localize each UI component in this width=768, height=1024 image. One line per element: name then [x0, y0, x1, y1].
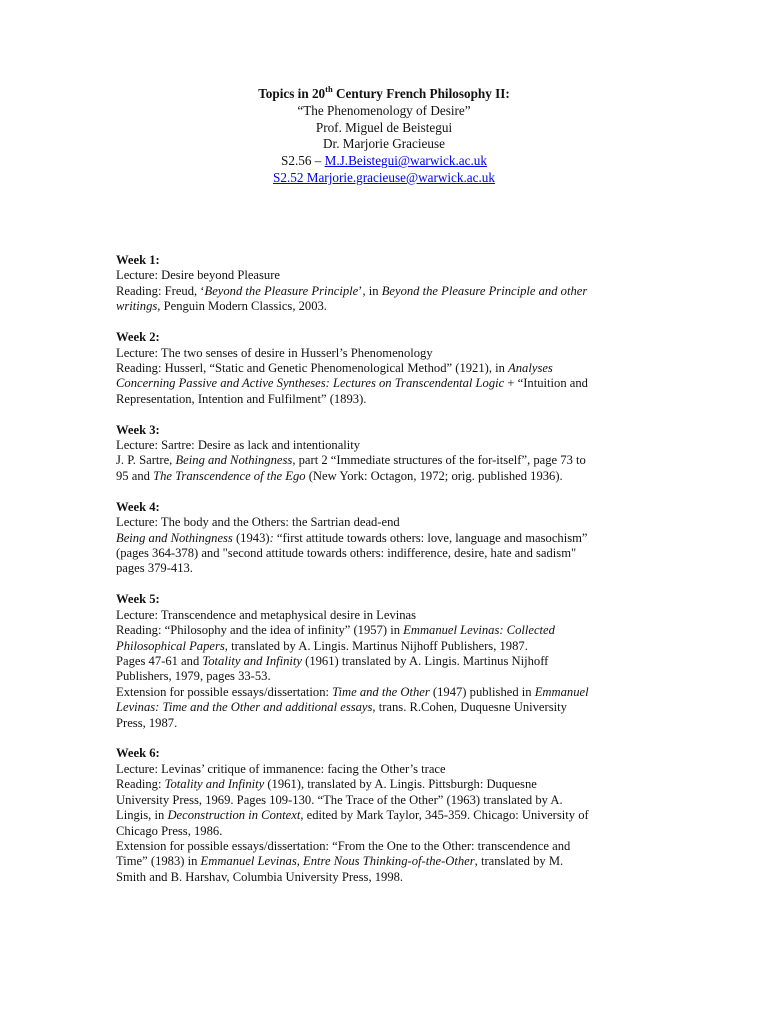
week-text-line [116, 469, 661, 484]
text-segment: , Penguin Modern Classics, 2003. [157, 299, 327, 314]
text-segment: Extension for possible essays/dissertation: [116, 684, 333, 699]
text-segment: Publishers, 1979, pages 33-53. [116, 669, 271, 684]
text-segment: (1947) published in [429, 684, 535, 699]
text-segment: Chicago Press, 1986. [116, 823, 223, 838]
week-text-line [116, 654, 661, 669]
week-text-line [116, 453, 661, 468]
week-text-line [116, 392, 661, 407]
text-segment: Extension for possible essays/dissertation: “From the One to the Other: transcendence and [116, 838, 571, 853]
week-heading: Week 2: [116, 330, 160, 345]
text-segment: , translated by A. Lingis. Martinus Nijhoff Publishers, 1987. [224, 638, 528, 653]
week-text-line [116, 299, 661, 314]
text-segment: “first attitude towards others: love, language and masochism” [273, 530, 588, 545]
week-section [116, 746, 661, 885]
week-text-line [116, 438, 661, 453]
italic-title-text: Emmanuel [534, 684, 589, 699]
week-heading: Week 5: [116, 592, 160, 607]
week-heading: Week 6: [116, 746, 160, 761]
text-segment: , edited by Mark Taylor, 345-359. Chicago: University of [300, 808, 589, 823]
text-segment: Lecture: Transcendence and metaphysical desire in Levinas [116, 607, 417, 622]
week-text-line [116, 669, 661, 684]
text-segment: (1961), translated by A. Lingis. Pittsburgh: Duquesne [264, 777, 537, 792]
text-segment: (pages 364-378) and "second attitude towards others: indifference, desire, hate and sadism" [116, 546, 577, 560]
italic-title-text: The Transcendence of the Ego [153, 468, 306, 483]
week-text-line [116, 716, 661, 731]
course-title-superscript: th [325, 83, 333, 94]
week-text-line [116, 777, 661, 792]
text-segment: Reading: [116, 777, 165, 792]
week-text-line [116, 376, 661, 391]
text-segment: Reading: Freud, ‘ [116, 283, 205, 298]
italic-title-text: Levinas: Time and the Other and additional essays [116, 700, 373, 715]
week-text-line [116, 361, 661, 376]
contact-line-2 [0, 170, 768, 187]
course-title-suffix: Century French Philosophy II: [332, 86, 510, 101]
text-segment: Lecture: Desire beyond Pleasure [116, 268, 281, 283]
syllabus-body [116, 253, 661, 901]
week-text-line [116, 685, 661, 700]
text-segment: Smith and B. Harshav, Columbia University Press, 1998. [116, 869, 404, 884]
doctor-name: Dr. Marjorie Gracieuse [323, 136, 445, 152]
week-text-line [116, 870, 661, 885]
text-segment: , trans. R.Cohen, Duquesne University [372, 700, 567, 715]
italic-title-text: Beyond the Pleasure Principle and other [381, 283, 588, 298]
week-text-line [116, 824, 661, 839]
week-text-line [116, 700, 661, 715]
text-segment: Lecture: Sartre: Desire as lack and intentionality [116, 438, 361, 453]
professor-name: Prof. Miguel de Beistegui [315, 119, 453, 135]
week-section [116, 500, 661, 577]
italic-title-text: Totality and Infinity [202, 653, 302, 668]
text-segment: J. P. Sartre, [116, 453, 176, 468]
italic-title-text: writings [116, 299, 158, 314]
text-segment: pages 379-413. [116, 561, 193, 576]
text-segment: Lingis, in [116, 808, 168, 823]
week-section [116, 330, 661, 407]
week-section [116, 253, 661, 315]
italic-title-text: Emmanuel Levinas, Entre Nous Thinking-of-the-Other [200, 854, 475, 869]
italic-title-text: Being and Nothingness [175, 453, 293, 468]
week-text-line [116, 531, 661, 546]
week-text-line [116, 284, 661, 299]
italic-title-text: Emmanuel Levinas: Collected [403, 623, 555, 638]
text-segment: + “Intuition and [504, 376, 588, 391]
email-link-gracieuse[interactable]: S2.52 Marjorie.gracieuse@warwick.ac.uk [273, 169, 495, 185]
week-text-line [116, 808, 661, 823]
text-segment: Lecture: Levinas’ critique of immanence: facing the Other’s trace [116, 761, 446, 776]
week-text-line [116, 546, 661, 561]
week-text-line [116, 608, 661, 623]
course-title [0, 83, 768, 103]
text-segment: , part 2 “Immediate structures of the for-itself”, page 73 to [292, 453, 586, 468]
italic-title-text: Time and the Other [332, 684, 430, 699]
text-segment: Pages 47-61 and [116, 653, 203, 668]
italic-title-text: Analyses [508, 360, 553, 375]
text-segment: Lecture: The body and the Others: the Sartrian dead-end [116, 515, 400, 530]
course-subtitle: “The Phenomenology of Desire” [297, 102, 471, 118]
italic-title-text: Concerning Passive and Active Syntheses: Lectures on Transcendental Logic [116, 376, 505, 391]
email-link-beistegui[interactable]: M.J.Beistegui@warwick.ac.uk [324, 153, 487, 169]
text-segment: Reading: Husserl, “Static and Genetic Phenomenological Method” (1921), in [116, 360, 509, 375]
text-segment: ’, in [358, 283, 382, 298]
text-segment: , translated by M. [474, 854, 564, 869]
text-segment: Lecture: The two senses of desire in Husserl’s Phenomenology [116, 345, 433, 360]
text-segment: University Press, 1969. Pages 109-130. “The Trace of the Other” (1963) translated by A. [116, 792, 563, 807]
contact-room-1: S2.56 – [281, 153, 325, 169]
week-text-line [116, 623, 661, 638]
week-text-line [116, 268, 661, 283]
week-text-line [116, 561, 661, 576]
italic-title-text: Philosophical Papers [116, 638, 225, 653]
text-segment: Reading: “Philosophy and the idea of infinity” (1957) in [116, 623, 404, 638]
week-text-line [116, 346, 661, 361]
course-title-prefix: Topics in 20 [258, 86, 326, 101]
week-text-line [116, 515, 661, 530]
italic-title-text: Totality and Infinity [164, 777, 265, 792]
week-text-line [116, 854, 661, 869]
text-segment: Representation, Intention and Fulfilment” (1893). [116, 391, 367, 406]
week-heading: Week 1: [116, 253, 160, 267]
week-text-line [116, 639, 661, 654]
contact-line-1 [0, 153, 768, 170]
week-section [116, 423, 661, 485]
text-segment: Time” (1983) in [116, 854, 201, 869]
text-segment: (1943) [232, 530, 270, 545]
week-text-line [116, 762, 661, 777]
document-header [0, 83, 768, 187]
italic-title-text: Beyond the Pleasure Principle [204, 283, 359, 298]
italic-title-text: Deconstruction in Context [167, 808, 301, 823]
week-text-line [116, 793, 661, 808]
text-segment: 95 and [116, 468, 154, 483]
week-heading: Week 4: [116, 499, 160, 514]
week-text-line [116, 839, 661, 854]
text-segment: Press, 1987. [116, 715, 178, 730]
week-heading: Week 3: [116, 422, 160, 437]
week-section [116, 592, 661, 731]
italic-title-text: Being and Nothingness [116, 530, 233, 545]
text-segment: (1961) translated by A. Lingis. Martinus Nijhoff [302, 653, 549, 668]
italic-title-text: : [269, 530, 274, 545]
text-segment: (New York: Octagon, 1972; orig. published 1936). [305, 468, 563, 483]
